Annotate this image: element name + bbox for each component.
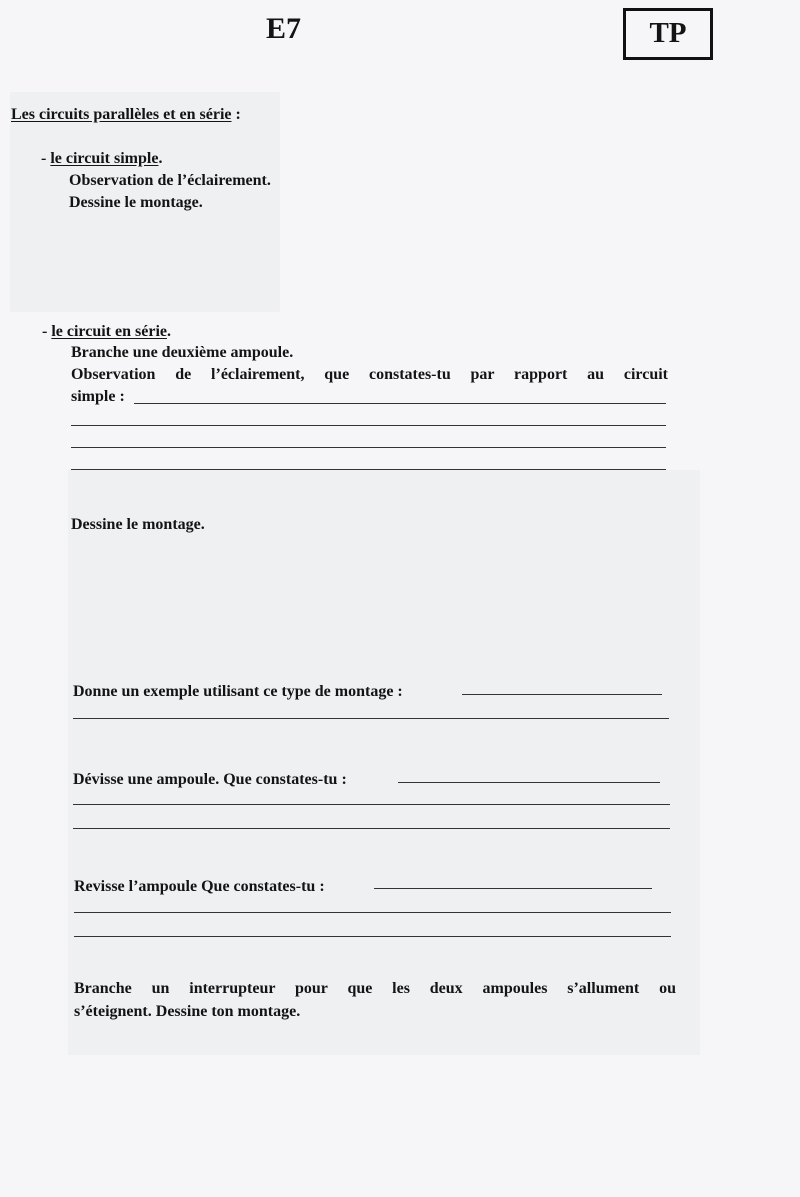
question-unscrew: Dévisse une ampoule. Que constates-tu : (73, 771, 347, 788)
page-title-colon: : (231, 106, 241, 123)
question-observation-cont: simple : (71, 388, 125, 405)
instruction-draw-series: Dessine le montage. (71, 516, 205, 533)
section-dash: - (42, 323, 52, 340)
answer-line[interactable] (374, 888, 652, 889)
answer-line[interactable] (74, 936, 671, 937)
page-title-text: Les circuits parallèles et en série (11, 106, 232, 123)
instruction-observation: Observation de l’éclairement. (69, 172, 271, 189)
section-heading-text: le circuit simple (50, 150, 159, 167)
answer-line[interactable] (74, 912, 671, 913)
answer-line[interactable] (71, 447, 666, 448)
question-observation: Observation de l’éclairement, que constates-tu par rapport au circuit (71, 366, 668, 383)
answer-line[interactable] (398, 782, 660, 783)
section-heading-series (42, 323, 171, 341)
section-heading-text: le circuit en série (51, 323, 167, 340)
answer-line[interactable] (73, 804, 670, 805)
instruction-second-bulb: Branche une deuxième ampoule. (71, 344, 294, 361)
instruction-switch-cont: s’éteignent. Dessine ton montage. (74, 1003, 301, 1020)
answer-line[interactable] (134, 403, 666, 404)
section-dash: - (41, 150, 51, 167)
section-heading-simple (41, 150, 162, 168)
question-rescrew: Revisse l’ampoule Que constates-tu : (74, 878, 325, 895)
answer-line[interactable] (73, 718, 669, 719)
tp-badge: TP (623, 8, 713, 60)
instruction-draw-simple: Dessine le montage. (69, 194, 203, 211)
answer-line[interactable] (73, 828, 670, 829)
page-title (11, 106, 241, 124)
answer-line[interactable] (71, 469, 666, 470)
question-example: Donne un exemple utilisant ce type de montage : (73, 683, 403, 700)
sheet-code: E7 (266, 12, 302, 45)
scan-panel-bottom (68, 470, 700, 1055)
instruction-switch: Branche un interrupteur pour que les deux ampoules s’allument ou (74, 980, 676, 997)
answer-line[interactable] (462, 694, 662, 695)
section-heading-period: . (158, 150, 163, 167)
answer-line[interactable] (71, 425, 666, 426)
section-heading-period: . (166, 323, 171, 340)
